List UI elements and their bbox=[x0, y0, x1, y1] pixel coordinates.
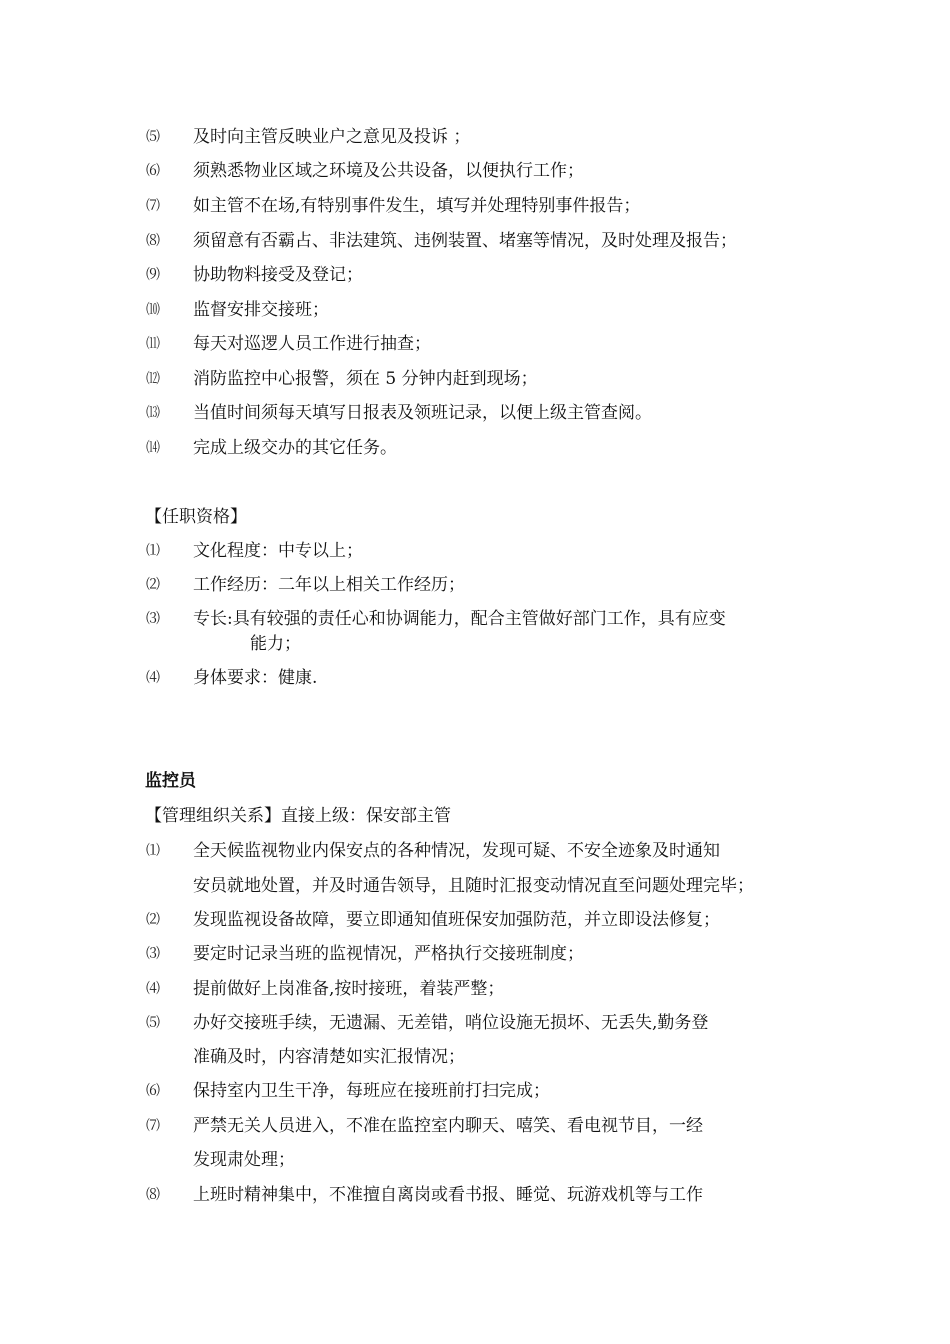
item-text-continuation: 准确及时，内容清楚如实汇报情况； bbox=[193, 1047, 465, 1067]
item-number: ⑴ bbox=[146, 843, 160, 859]
item-text: 每天对巡逻人员工作进行抽查； bbox=[193, 334, 431, 354]
item-number: ⑺ bbox=[146, 198, 160, 214]
item-text: 协助物料接受及登记； bbox=[193, 265, 363, 285]
item-text: 身体要求：健康. bbox=[193, 668, 318, 688]
item-text: 保持室内卫生干净，每班应在接班前打扫完成； bbox=[193, 1081, 550, 1101]
item-number: ⑴ bbox=[146, 543, 160, 559]
item-number: ⑵ bbox=[146, 577, 160, 593]
item-number: ⑻ bbox=[146, 1187, 160, 1203]
item-text: 提前做好上岗准备,按时接班，着装严整； bbox=[193, 979, 505, 999]
section-title-monitor: 监控员 bbox=[145, 771, 196, 791]
item-text: 上班时精神集中，不准擅自离岗或看书报、睡觉、玩游戏机等与工作 bbox=[193, 1185, 703, 1205]
item-text-continuation: 发现肃处理； bbox=[193, 1150, 295, 1170]
item-number: ⑹ bbox=[146, 163, 160, 179]
item-text: 当值时间须每天填写日报表及领班记录，以便上级主管查阅。 bbox=[193, 403, 652, 423]
item-number: ⒁ bbox=[146, 440, 160, 456]
item-text: 发现监视设备故障，要立即通知值班保安加强防范，并立即设法修复； bbox=[193, 910, 720, 930]
item-text: 消防监控中心报警，须在 5 分钟内赶到现场； bbox=[193, 369, 538, 389]
item-number: ⑾ bbox=[146, 336, 160, 352]
item-text: 工作经历：二年以上相关工作经历； bbox=[193, 575, 465, 595]
item-text: 文化程度：中专以上； bbox=[193, 541, 363, 561]
item-text: 全天候监视物业内保安点的各种情况，发现可疑、不安全迹象及时通知 bbox=[193, 841, 720, 861]
item-number: ⑻ bbox=[146, 233, 160, 249]
item-text-continuation: 能力； bbox=[250, 634, 301, 654]
item-number: ⑵ bbox=[146, 912, 160, 928]
section-heading-qualifications: 【任职资格】 bbox=[145, 507, 247, 527]
item-text: 专长:具有较强的责任心和协调能力，配合主管做好部门工作，具有应变 bbox=[193, 609, 726, 629]
item-text: 须熟悉物业区域之环境及公共设备，以便执行工作； bbox=[193, 161, 584, 181]
item-number: ⑺ bbox=[146, 1118, 160, 1134]
item-text: 监督安排交接班； bbox=[193, 300, 329, 320]
organization-relation: 【管理组织关系】直接上级：保安部主管 bbox=[145, 806, 451, 826]
item-text: 及时向主管反映业户之意见及投诉 ； bbox=[193, 127, 471, 147]
item-text: 严禁无关人员进入，不准在监控室内聊天、嘻笑、看电视节目，一经 bbox=[193, 1116, 703, 1136]
item-number: ⑶ bbox=[146, 946, 160, 962]
item-number: ⑽ bbox=[146, 302, 160, 318]
item-text: 办好交接班手续，无遗漏、无差错，哨位设施无损坏、无丢失,勤务登 bbox=[193, 1013, 709, 1033]
item-number: ⑸ bbox=[146, 1015, 160, 1031]
item-number: ⑷ bbox=[146, 670, 160, 686]
item-number: ⑶ bbox=[146, 611, 160, 627]
item-text: 如主管不在场,有特别事件发生，填写并处理特别事件报告； bbox=[193, 196, 641, 216]
item-number: ⑿ bbox=[146, 371, 160, 387]
item-number: ⑹ bbox=[146, 1083, 160, 1099]
item-text: 须留意有否霸占、非法建筑、违例装置、堵塞等情况，及时处理及报告； bbox=[193, 231, 737, 251]
item-text: 要定时记录当班的监视情况，严格执行交接班制度； bbox=[193, 944, 584, 964]
item-number: ⒀ bbox=[146, 405, 160, 421]
item-text-continuation: 安员就地处置，并及时通告领导，且随时汇报变动情况直至问题处理完毕； bbox=[193, 876, 754, 896]
item-number: ⑼ bbox=[146, 267, 160, 283]
item-number: ⑸ bbox=[146, 129, 160, 145]
item-text: 完成上级交办的其它任务。 bbox=[193, 438, 397, 458]
item-number: ⑷ bbox=[146, 981, 160, 997]
